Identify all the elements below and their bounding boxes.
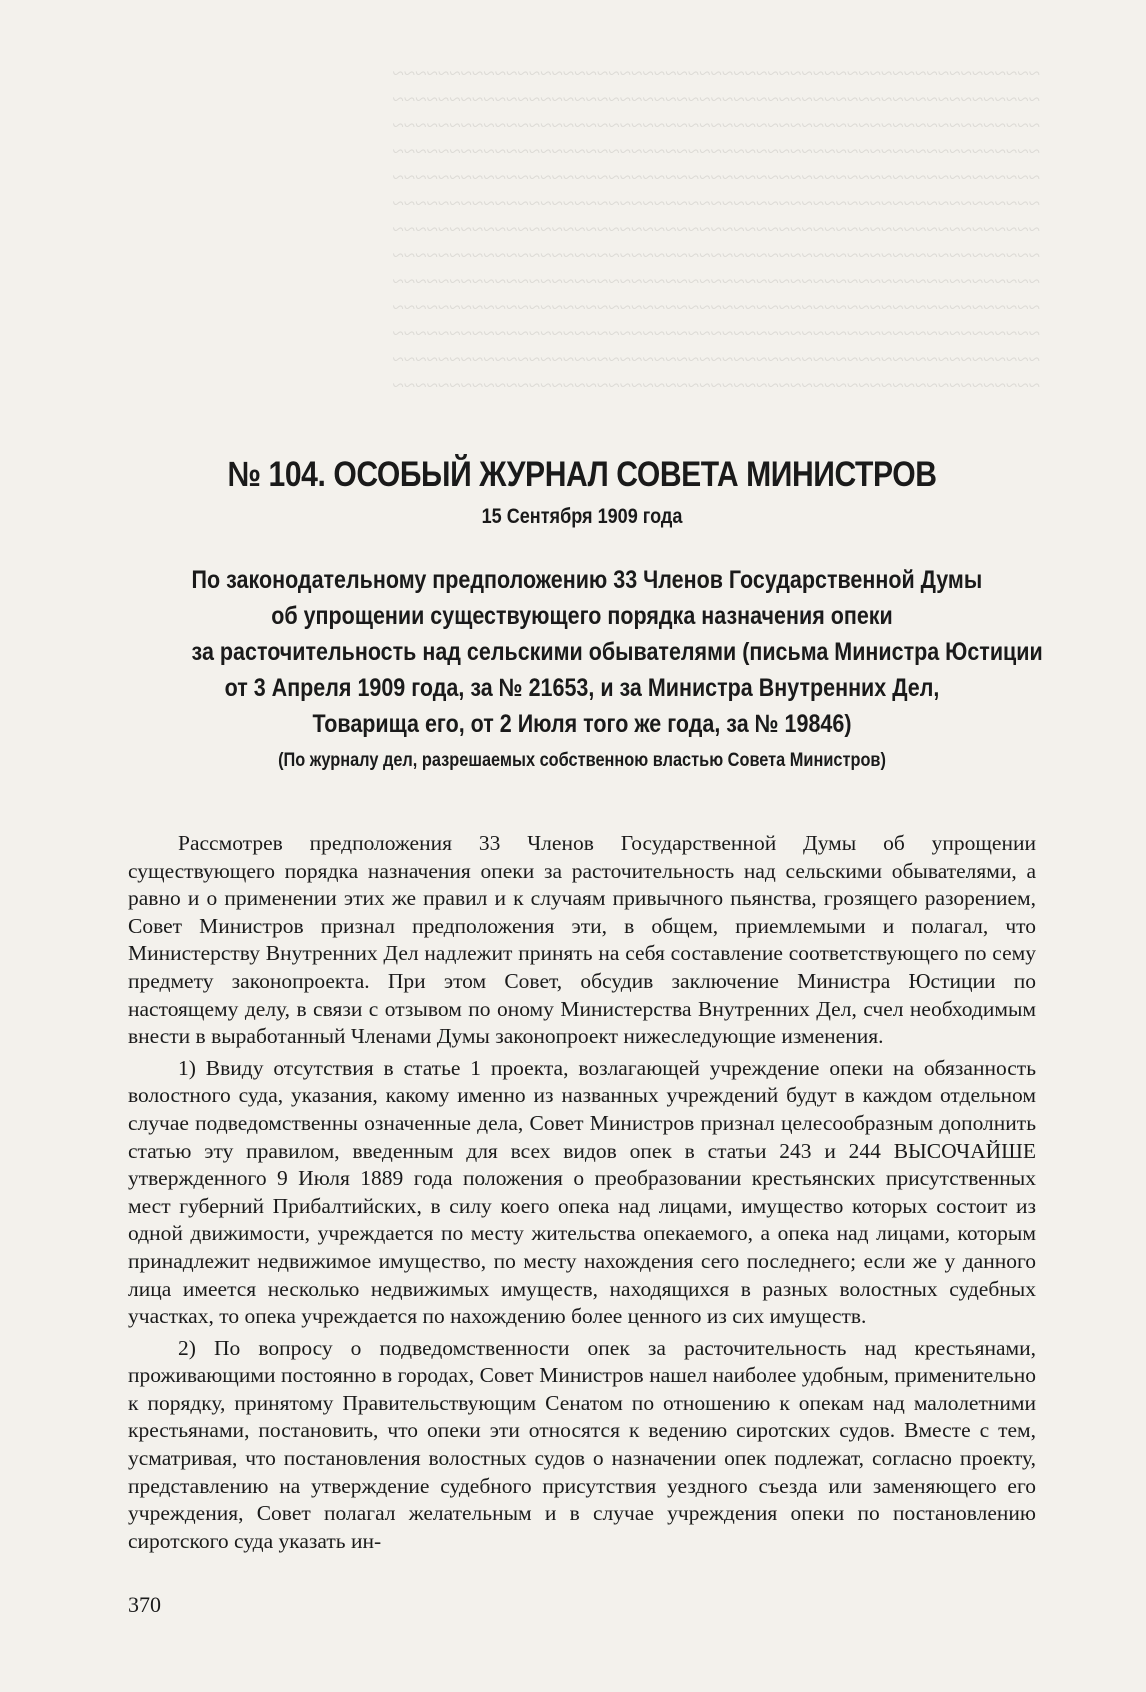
subject-line: Товарища его, от 2 Июля того же года, за № 19846): [312, 710, 852, 738]
show-through-text: ~~~~~~~~~~~~~~~~~~~~~~~~~~~~~~~~~~~~~~~~~~~~~~~~~~~~~~~~~ ~~~~~~~~~~~~~~~~~~~~~~~~~~~~~~~~~~~~~~~~~~~~~~~~~~~~~~~~~ ~~~~~~~~~~~~~~~~~~~~~~~~~~~~~~~~~~~~~~~~~~~~~~~~~~~~~~~~~ ~~~~~~~~~~~~~~~~~~~~~~~~~~~~~~~~~~~~~~~~~~~~~~~~~~~~~~~~~ ~~~~~~~~~~~~~~~~~~~~~~~~~~~~~~~~~~~~~~~~~~~~~~~~~~~~~~~~~ ~~~~~~~~~~~~~~~~~~~~~~~~~~~~~~~~~~~~~~~~~~~~~~~~~~~~~~~~~ ~~~~~~~~~~~~~~~~~~~~~~~~~~~~~~~~~~~~~~~~~~~~~~~~~~~~~~~~~ ~~~~~~~~~~~~~~~~~~~~~~~~~~~~~~~~~~~~~~~~~~~~~~~~~~~~~~~~~ ~~~~~~~~~~~~~~~~~~~~~~~~~~~~~~~~~~~~~~~~~~~~~~~~~~~~~~~~~ ~~~~~~~~~~~~~~~~~~~~~~~~~~~~~~~~~~~~~~~~~~~~~~~~~~~~~~~~~ ~~~~~~~~~~~~~~~~~~~~~~~~~~~~~~~~~~~~~~~~~~~~~~~~~~~~~~~~~ ~~~~~~~~~~~~~~~~~~~~~~~~~~~~~~~~~~~~~~~~~~~~~~~~~~~~~~~~~ ~~~~~~~~~~~~~~~~~~~~~~~~~~~~~~~~~~~~~~~~~~~~~~~~~~~~~~~~~: [392, 61, 1040, 397]
subject-line: от 3 Апреля 1909 года, за № 21653, и за Министра Внутренних Дел,: [224, 674, 940, 702]
subject-line: По законодательному предположению 33 Членов Государственной Думы: [191, 566, 983, 594]
page-number: 370: [128, 1592, 161, 1617]
subject-line: об упрощении существующего порядка назначения опеки: [271, 602, 893, 630]
document-title: № 104. ОСОБЫЙ ЖУРНАЛ СОВЕТА МИНИСТРОВ: [227, 455, 937, 494]
body-paragraph: 2) По вопросу о подведомственности опек за расточительность над крестьянами, проживающими постоянно в городах, Совет Министров нашел наиболее удобным, применительно к порядку, принятому Правительствующим Сенатом по отношению к опекам над малолетними крестьянами, постановить, что опеки эти относятся к ведению сиротских судов. Вместе с тем, усматривая, что постановления волостных судов о назначении опек подлежат, согласно проекту, представлению на утверждение судебного присутствия уездного съезда или заменяющего его учреждения, Совет полагал желательным и в случае учреждения опеки по постановлению сиротского суда указать ин-: [128, 1335, 1036, 1553]
document-date: 15 Сентября 1909 года: [481, 505, 683, 528]
document-subject: [128, 562, 1043, 742]
document-body: [128, 830, 1036, 1559]
body-paragraph: 1) Ввиду отсутствия в статье 1 проекта, возлагающей учреждение опеки на обязанность волостного суда, указания, какому именно из названных учреждений будут в каждом отдельном случае подведомственны означенные дела, Совет Министров признал целесообразным дополнить статью эту правилом, введенным для всех видов опек в статьи 243 и 244 ВЫСОЧАЙШЕ утвержденного 9 Июля 1889 года положения о преобразовании крестьянских присутственных мест губерний Прибалтийских, в силу коего опека над лицами, имущество которых состоит из одной движимости, учреждается по месту жительства опекаемого, а опека над лицами, которым принадлежит недвижимое имущество, по месту нахождения сего последнего; если же у данного лица имеется несколько недвижимых имуществ, находящихся в разных волостных судебных участках, то опека учреждается по нахождению более ценного из сих имуществ.: [128, 1055, 1036, 1329]
subject-line: за расточительность над сельскими обывателями (письма Министра Юстиции: [191, 638, 1043, 666]
body-paragraph: Рассмотрев предположения 33 Членов Государственной Думы об упрощении существующего порядка назначения опеки за расточительность над сельскими обывателями, а равно и о применении этих же правил и к случаям привычного пьянства, грозящего разорением, Совет Министров признал предположения эти, в общем, приемлемыми и полагал, что Министерству Внутренних Дел надлежит принять на себя составление соответствующего по сему предмету законопроекта. При этом Совет, обсудив заключение Министра Юстиции по настоящему делу, в связи с отзывом по оному Министерства Внутренних Дел, счел необходимым внести в выработанный Членами Думы законопроект нижеследующие изменения.: [128, 831, 1036, 1049]
journal-note: (По журналу дел, разрешаемых собственною властью Совета Министров): [278, 750, 886, 771]
